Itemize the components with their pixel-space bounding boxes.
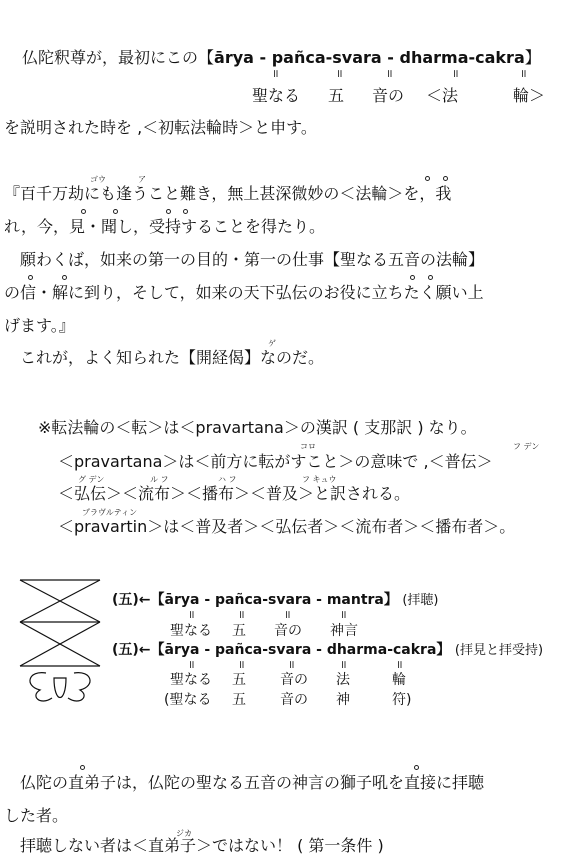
equals-mark: ॥: [386, 67, 393, 80]
bracket-close: 】: [524, 48, 541, 67]
row3-gloss-talisman: 符): [392, 692, 412, 708]
row1-gloss-five: 五: [232, 623, 246, 639]
gloss-holy: 聖なる: [252, 86, 301, 105]
ruby-guden: グ デン: [78, 475, 105, 484]
row2-gloss-five: 五: [232, 672, 246, 688]
mantra-term: (五)←【ārya - pañca-svara - mantra】: [112, 592, 398, 608]
gloss-sound: 音の: [372, 86, 405, 105]
verse-line-4: の信・解に到り，そして，如来の天下弘伝のお役に立ちたく願い上: [4, 283, 484, 302]
ruby-koro: コロ: [300, 442, 316, 451]
equals-mark: ॥: [452, 67, 459, 80]
emphasis-dot: [113, 209, 118, 214]
ruby-fuden: フ デン: [513, 442, 540, 451]
note-line-4: ＜pravartin＞は＜普及者＞＜弘伝者＞＜流布者＞＜播布者＞。: [58, 517, 516, 536]
row2-gloss-dharma: 法: [336, 672, 350, 688]
ruby-ge: ゲ: [268, 339, 276, 348]
verse-line-1: 『百千万劫にも逢うこと難き，無上甚深微妙の＜法輪＞を，我: [4, 184, 452, 203]
ruby-gou: ゴウ: [90, 175, 106, 184]
emphasis-dot: [166, 209, 171, 214]
equals-mark: ॥: [284, 608, 291, 621]
cakra-term: (五)←【ārya - pañca-svara - dharma-cakra】: [112, 642, 451, 658]
equals-mark: ॥: [340, 608, 347, 621]
verse-line-3: 願わくば，如来の第一の目的・第一の仕事【聖なる五音の法輪】: [4, 250, 485, 269]
row3-gloss-holy: (聖なる: [164, 692, 212, 708]
verse-line-6: これが，よく知られた【開経偈】なのだ。: [4, 348, 325, 367]
emphasis-dot: [81, 209, 86, 214]
equals-mark: ॥: [336, 67, 343, 80]
closing-line-1: 仏陀の直弟子は，仏陀の聖なる五音の神言の獅子吼を直接に拝聴: [4, 773, 485, 792]
note-line-2: ＜pravartana＞は＜前方に転がすこと＞の意味で ,＜普伝＞: [58, 452, 493, 471]
ruby-a: ア: [138, 175, 146, 184]
equals-mark: ॥: [188, 608, 195, 621]
row2-gloss-holy: 聖なる: [170, 672, 212, 688]
sanskrit-term: ārya - pañca-svara - dharma-cakra: [214, 48, 525, 67]
equals-mark: ॥: [288, 658, 295, 671]
row3-gloss-divine: 神: [336, 692, 350, 708]
equals-mark: ॥: [238, 608, 245, 621]
gloss-five: 五: [328, 86, 345, 105]
row2-note: (拝見と拝受持): [454, 643, 544, 658]
emphasis-dot: [28, 275, 33, 280]
emphasis-dot: [414, 765, 419, 770]
ruby-pravartin: プラヴルティン: [82, 508, 138, 517]
gloss-dharma: ＜法: [426, 86, 459, 105]
emphasis-dot: [443, 176, 448, 181]
equals-mark: ॥: [238, 658, 245, 671]
equals-mark: ॥: [188, 658, 195, 671]
ruby-hafu: ハ フ: [218, 475, 237, 484]
diagram-row-1: [112, 590, 438, 611]
gloss-wheel: 輪＞: [513, 86, 546, 105]
diagram-row-2: [112, 640, 543, 661]
intro-text: 仏陀釈尊が，最初にこの【: [22, 48, 215, 67]
ruby-jika: ジカ: [176, 829, 192, 838]
verse-line-5: げます。』: [4, 316, 75, 335]
closing-line-3: 拝聴しない者は＜直弟子＞ではない！ ( 第一条件 ): [4, 836, 384, 855]
verse-line-2: れ，今，見・聞し，受持することを得たり。: [4, 217, 325, 236]
note-line-3: ＜弘伝＞＜流布＞＜播布＞＜普及＞と訳される。: [58, 484, 411, 503]
closing-line-2: した者。: [4, 806, 69, 825]
equals-mark: ॥: [520, 67, 527, 80]
emphasis-dot: [425, 176, 430, 181]
emphasis-dot: [428, 275, 433, 280]
row3-gloss-sound: 音の: [280, 692, 308, 708]
equals-mark: ॥: [340, 658, 347, 671]
intro-line-1: [22, 48, 541, 68]
row1-gloss-word: 神言: [330, 623, 358, 639]
row2-gloss-sound: 音の: [280, 672, 308, 688]
row1-gloss-holy: 聖なる: [170, 623, 212, 639]
row3-gloss-five: 五: [232, 692, 246, 708]
equals-mark: ॥: [272, 67, 279, 80]
row1-note: (拝聴): [402, 593, 439, 608]
emphasis-dot: [80, 765, 85, 770]
row1-gloss-sound: 音の: [274, 623, 302, 639]
intro-line-2: を説明された時を ,＜初転法輪時＞と申す。: [4, 118, 317, 137]
emphasis-dot: [183, 209, 188, 214]
note-line-1: ※転法輪の＜転＞は＜pravartana＞の漢訳 ( 支那訳 ) なり。: [38, 418, 477, 437]
ruby-rufu: ル フ: [150, 475, 169, 484]
equals-mark: ॥: [396, 658, 403, 671]
emphasis-dot: [62, 275, 67, 280]
row2-gloss-wheel: 輪: [392, 672, 406, 688]
ruby-fukyu: フ キュウ: [302, 475, 337, 484]
emphasis-dot: [410, 275, 415, 280]
